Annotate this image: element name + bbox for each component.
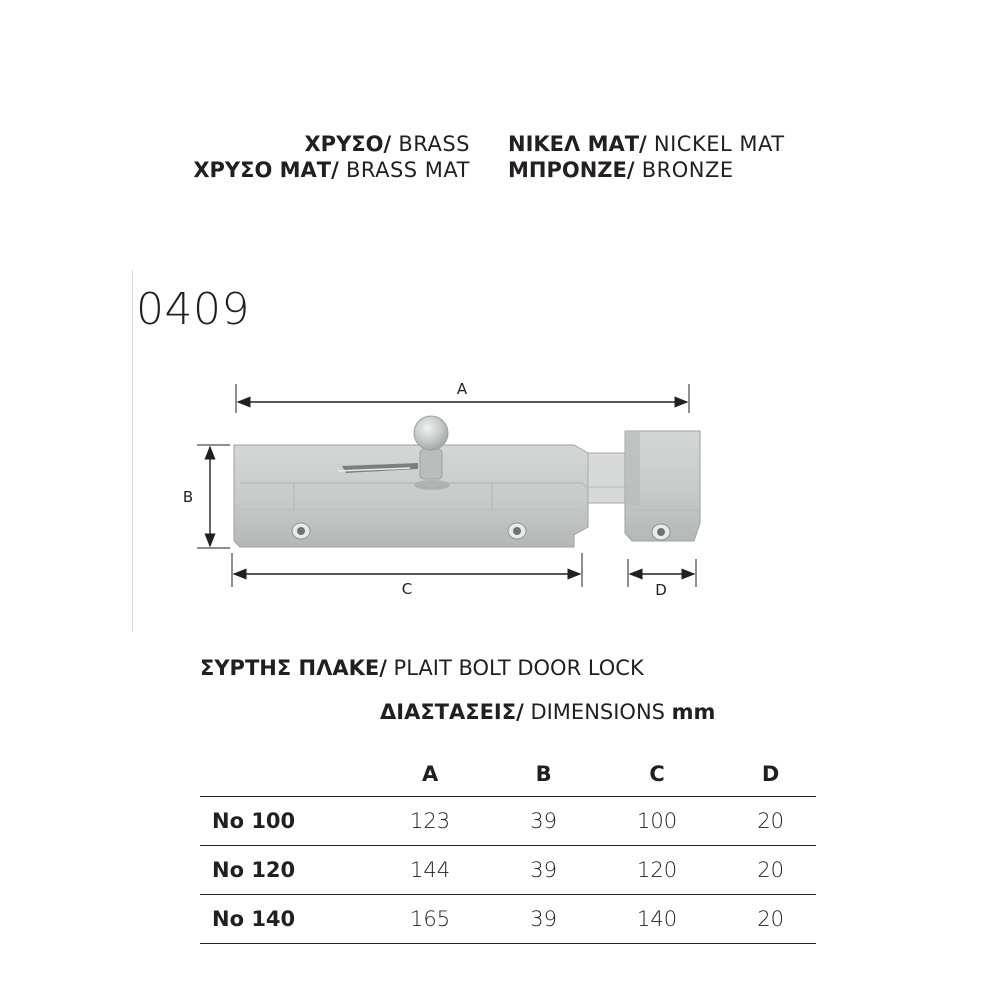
bolt-plate [234,445,588,547]
dimensions-table [200,752,816,944]
table-header-row [200,752,816,797]
dim-b-label: B [182,488,194,506]
knob-stem [420,449,442,479]
cell-a: 123 [362,797,498,846]
table-header-c: C [589,752,725,797]
finish-bronze: ΜΠΡΟΝΖΕ/ BRONZE [508,158,734,182]
dim-a-label: A [456,380,468,398]
finishes-left [193,131,470,183]
cell-d: 20 [725,846,816,895]
table-row [200,846,816,895]
screw-hole-keeper [652,524,670,540]
table-row [200,895,816,944]
cell-a: 165 [362,895,498,944]
finish-brass: ΧΡΥΣΟ/ BRASS [304,132,470,156]
knob-head [414,416,448,450]
table-header-a: A [362,752,498,797]
row-name: No 120 [200,846,362,895]
table-row [200,797,816,846]
product-name: ΣΥΡΤΗΣ ΠΛΑΚΕ/ PLAIT BOLT DOOR LOCK [200,656,644,680]
product-code: 0409 [136,284,250,335]
bolt-rod [588,453,625,503]
cell-c: 120 [589,846,725,895]
keeper-side [625,431,640,505]
cell-d: 20 [725,797,816,846]
dimensions-title: ΔΙΑΣΤΑΣΕΙΣ/ DIMENSIONS mm [380,700,716,724]
finishes-right [508,131,785,183]
dim-d-label: D [655,581,667,599]
bolt-drawing [170,365,710,605]
table-header-blank [200,752,362,797]
table-header-d: D [725,752,816,797]
finish-nickel-mat: ΝΙΚΕΛ ΜΑΤ/ NICKEL MAT [508,132,785,156]
cell-c: 140 [589,895,725,944]
cell-b: 39 [498,846,589,895]
knob-base [414,480,450,490]
row-name: No 140 [200,895,362,944]
screw-hole-right [508,523,526,539]
cell-b: 39 [498,895,589,944]
screw-hole-left [292,523,310,539]
cell-a: 144 [362,846,498,895]
table-header-b: B [498,752,589,797]
dim-c-label: C [401,580,413,598]
divider-line [132,270,133,632]
row-name: No 100 [200,797,362,846]
finish-brass-mat: ΧΡΥΣΟ ΜΑΤ/ BRASS MAT [193,158,470,182]
cell-c: 100 [589,797,725,846]
cell-d: 20 [725,895,816,944]
cell-b: 39 [498,797,589,846]
